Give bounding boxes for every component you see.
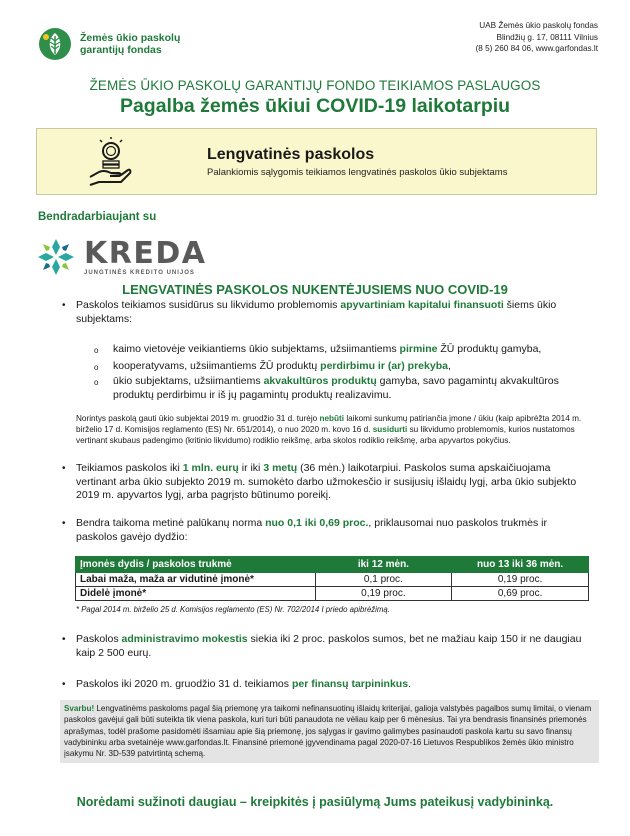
loan-banner — [36, 128, 597, 195]
section-title: LENGVATINĖS PASKOLOS NUKENTĖJUSIEMS NUO COVID-19 — [122, 282, 508, 297]
leaf-logo-icon — [38, 27, 72, 61]
page-title: Pagalba žemės ūkiui COVID-19 laikotarpiu — [119, 95, 511, 117]
table-header-row — [76, 557, 589, 573]
notice-lead: Svarbu! — [64, 704, 95, 713]
text: ŽŪ produktų gamyba, — [437, 343, 542, 355]
table-cell: Didelė įmonė* — [76, 587, 316, 601]
text: šiems ūkio subjektams: — [76, 299, 557, 325]
contact-phone-web: (8 5) 260 84 06, www.garfondas.lt — [475, 44, 598, 53]
list-item — [113, 375, 593, 402]
text: su likvidumo problemomis, kurios nustatomos vertinant skubaus padengimo (kritinio likvidumo) rodiklio reikšmę, arba skolos rodiklio reikšmę, arba apyvartos pokyčius. — [76, 425, 575, 445]
eligibility-note — [76, 413, 592, 446]
table-cell: 0,69 proc. — [452, 587, 589, 601]
logo-text-line1: Žemės ūkio paskolų — [80, 32, 181, 44]
highlight: pirmine — [399, 343, 438, 355]
important-notice — [60, 700, 599, 763]
text: kooperatyvams, užsiimantiems ŽŪ produktų — [113, 360, 321, 372]
fund-logo-text — [80, 32, 180, 56]
footer-call-to-action: Norėdami sužinoti daugiau – kreipkitės į pasiūlymą Jums pateikusį vadybininką. — [76, 795, 554, 809]
bullet-icon: • — [62, 300, 66, 311]
table-row — [76, 573, 589, 587]
text: , priklausomai nuo paskolos trukmės ir paskolos gavėjo dydžio: — [76, 517, 547, 543]
contact-block — [476, 20, 598, 55]
highlight: nebūti — [319, 414, 345, 423]
text: . — [408, 678, 411, 690]
text: Paskolos teikiamos susidūrus su likvidumo problemomis — [76, 299, 341, 311]
text: Norintys paskolą gauti ūkio subjektai 2019 m. gruodžio 31 d. turėjo — [76, 414, 320, 423]
bullet-icon: • — [62, 634, 66, 645]
text: ūkio subjektams, užsiimantiems — [113, 375, 264, 387]
highlight: 3 metų — [263, 462, 298, 474]
kreda-logo — [36, 236, 216, 278]
highlight: administravimo mokestis — [121, 633, 248, 645]
partner-label: Bendradarbiaujant su — [38, 211, 157, 223]
notice-text: Lengvatinėms paskoloms pagal šią priemonę yra taikomi nefinansuotinų išlaidų kriterijai, galioja valstybės pagalbos sumų limitai, o vienam paskolos gavėjui gali būti suteikta tik viena paskola, kuri turi būti panaudota ne vėliau kaip per 6 mėnesius. Tai yra bendrasis finansinės priemonės aprašymas, todėl prašome pasidomėti išsamiau apie šią priemonę, jos sąlygas ir gavimo galimybes pasinaudoti paskola kartu su savo finansų vadybininku arba svetainėje www.garfondas.lt. Finansinė priemonė įgyvendinama pagal 2020-07-16 Lietuvos Respublikos žemės ūkio ministro įsakymu Nr. 3D-539 patvirtintą schemą. — [64, 704, 592, 759]
highlight: susidurti — [372, 425, 408, 434]
text: laikomi sunkumų patiriančia įmone / ūkiu (kaip apibrėžta 2014 m. birželio 17 d. Komisijos reglamento (ES) Nr. 651/2014), o nuo 2020 m. kovo 16 d. — [76, 414, 582, 434]
circle-bullet-icon: o — [94, 363, 99, 372]
kreda-name: KREDA — [84, 235, 207, 271]
services-heading: ŽEMĖS ŪKIO PASKOLŲ GARANTIJŲ FONDO TEIKIAMOS PASLAUGOS — [89, 78, 541, 93]
list-item — [113, 343, 593, 357]
circle-bullet-icon: o — [94, 378, 99, 387]
table-cell: 0,19 proc. — [315, 587, 452, 601]
list-item — [113, 360, 593, 374]
interest-rate-table — [75, 556, 589, 601]
kreda-tagline: JUNGTINĖS KREDITO UNIJOS — [84, 269, 195, 276]
banner-subtitle: Palankiomis sąlygomis teikiamos lengvatinės paskolos ūkio subjektams — [207, 167, 508, 178]
table-cell: 0,19 proc. — [452, 573, 589, 587]
table-cell: 0,1 proc. — [315, 573, 452, 587]
banner-title: Lengvatinės paskolos — [207, 146, 375, 163]
text: gamyba, savo pagamintų akvakultūros produktų perdirbimu ir iš jų pagamintų produktų realizavimu. — [113, 375, 559, 401]
table-footnote: * Pagal 2014 m. birželio 25 d. Komisijos reglamento (ES) Nr. 702/2014 I priedo apibrėžimą. — [76, 605, 390, 614]
kreda-snowflake-icon — [36, 237, 76, 277]
highlight: apyvartiniam kapitalui finansuoti — [340, 299, 504, 311]
bullet-icon: • — [62, 679, 66, 690]
highlight: nuo 0,1 iki 0,69 proc. — [265, 517, 369, 529]
bullet-icon: • — [62, 463, 66, 474]
circle-bullet-icon: o — [94, 346, 99, 355]
paragraph-amount — [76, 462, 590, 503]
header-cell: nuo 13 iki 36 mėn. — [452, 557, 589, 573]
highlight: 1 mln. eurų — [182, 462, 239, 474]
text: Paskolos iki 2020 m. gruodžio 31 d. teikiamos — [76, 678, 292, 690]
contact-company: UAB Žemės ūkio paskolų fondas — [479, 21, 598, 30]
coins-hand-icon — [85, 137, 133, 187]
text: kaimo vietovėje veikiantiems ūkio subjektams, užsiimantiems — [113, 343, 400, 355]
contact-address: Blindžių g. 17, 08111 Vilnius — [496, 32, 598, 42]
logo-text-line2: garantijų fondas — [80, 44, 162, 56]
kreda-wordmark — [84, 235, 207, 276]
table-cell: Labai maža, maža ar vidutinė įmonė* — [76, 573, 316, 587]
table-row — [76, 587, 589, 601]
highlight: perdirbimu ir (ar) prekyba — [320, 360, 448, 372]
highlight: per finansų tarpininkus — [291, 678, 409, 690]
header-cell: Įmonės dydis / paskolos trukmė — [76, 557, 316, 573]
header-cell: iki 12 mėn. — [315, 557, 452, 573]
bullet-icon: • — [62, 518, 66, 529]
text: ir iki — [238, 462, 264, 474]
text: Teikiamos paskolos iki — [76, 462, 183, 474]
text: Bendra taikoma metinė palūkanų norma — [76, 517, 266, 529]
fund-logo — [38, 24, 238, 64]
text: siekia iki 2 proc. paskolos sumos, bet ne mažiau kaip 150 ir ne daugiau kaip 2 500 eurų. — [76, 633, 582, 659]
paragraph-intermediaries — [76, 678, 590, 692]
paragraph-fee — [76, 633, 590, 660]
highlight: akvakultūros produktų — [263, 375, 377, 387]
text: Paskolos — [76, 633, 122, 645]
paragraph-interest — [76, 517, 590, 544]
text: , — [447, 360, 451, 372]
text: (36 mėn.) laikotarpiui. Paskolos suma apskaičiuojama vertinant arba ūkio subjekto 2019 m. sumokėto darbo užmokesčio ir susijusių išlaidų lygį, arba ūkio subjekto 2019 m. apyvartos lygį, arba pagrįsto būtinumo poreikį. — [76, 462, 577, 501]
paragraph-eligibility — [76, 299, 590, 326]
